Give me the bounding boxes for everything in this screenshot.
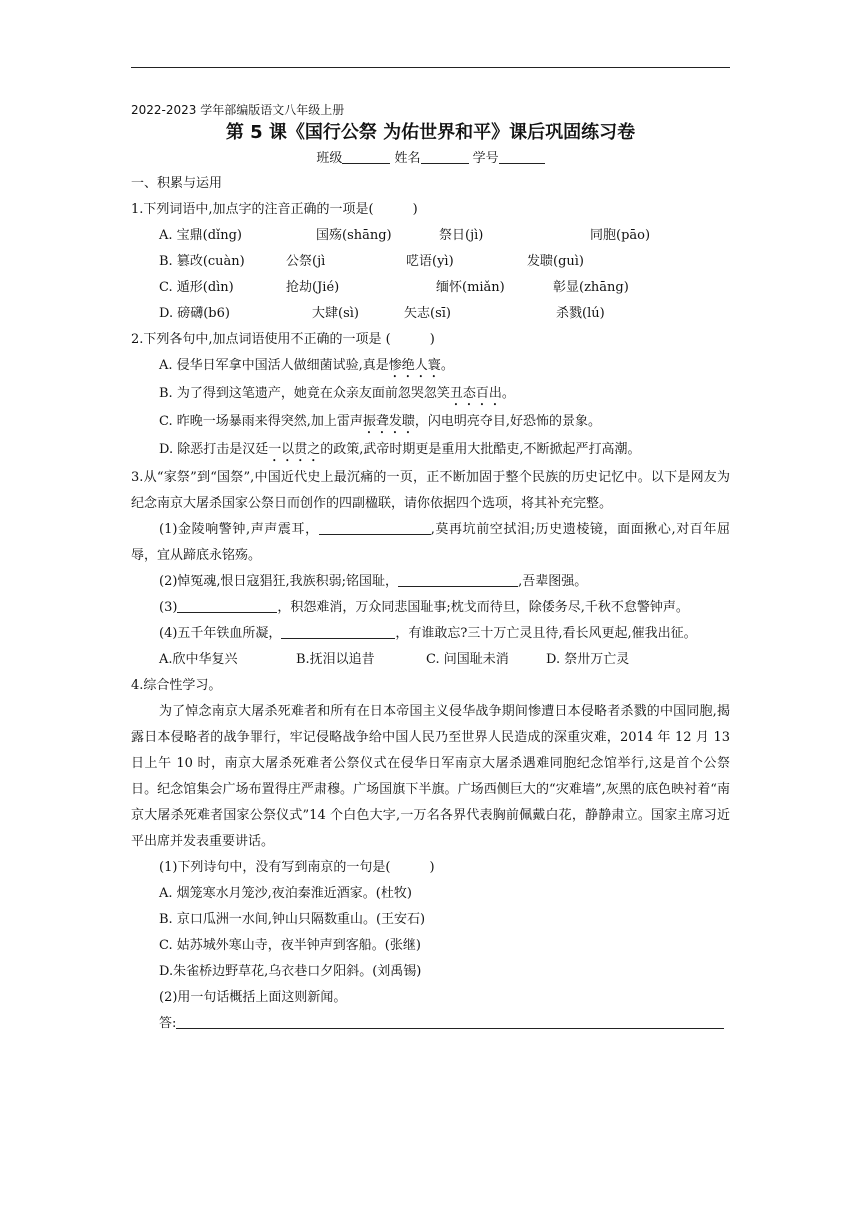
q4-poem-a: A. 烟笼寒水月笼沙,夜泊秦淮近酒家。(杜牧) xyxy=(159,886,412,901)
id-label: 学号 xyxy=(472,151,499,166)
q3-couplet-1: (1)金陵响警钟,声声震耳， ,莫再坑前空拭泪;历史遗棱镜，面面揪心,对百年屈辱，宜从蹄底永铭殇。 xyxy=(131,522,730,563)
question-1-stem: 1.下列词语中,加点字的注音正确的一项是( ) xyxy=(131,202,418,217)
q2-option-d: D. 除恶打击是汉廷一以贯之的政策,武帝时期更是重用大批酷吏,不断掀起严打高潮。 xyxy=(159,442,641,457)
q1-option-b: B. 篡改(cuàn) 公祭(jì 呓语(yì) 发聩(guì) xyxy=(159,254,584,269)
q1-option-d: D. 磅礴(b6) 大肆(sì) 矢志(sī) 杀戮(lú) xyxy=(159,306,605,321)
class-label: 班级 xyxy=(316,151,343,166)
q3-blank-3[interactable] xyxy=(177,598,277,613)
name-blank[interactable] xyxy=(421,149,469,164)
q4-poem-d: D.朱雀桥边野草花,乌衣巷口夕阳斜。(刘禹锡) xyxy=(159,964,422,979)
document-body xyxy=(131,101,730,1037)
header-rule xyxy=(131,67,730,68)
page-title: 第 5 课《国行公祭 为佑世界和平》课后巩固练习卷 xyxy=(225,122,636,143)
q4-sub-2: (2)用一句话概括上面这则新闻。 xyxy=(159,990,347,1005)
q1-option-c: C. 遁形(dìn) 抢劫(Jié) 缅怀(miǎn) 彰显(zhāng) xyxy=(159,280,629,295)
q3-options: A.欣中华复兴 B.抚泪以追昔 C. 问国耻未消 D. 祭卅万亡灵 xyxy=(159,652,630,667)
id-blank[interactable] xyxy=(499,149,545,164)
answer-label: 答: xyxy=(159,1016,177,1031)
q4-passage: 为了悼念南京大屠杀死难者和所有在日本帝国主义侵华战争期间惨遭日本侵略者杀戮的中国同胞,揭露日本侵略者的战争罪行，牢记侵略战争给中国人民乃至世界人民造成的深重灾难，2014 年 12 月 13 日上午 10 时，南京大屠杀死难者公祭仪式在侵华日军南京大屠杀遇难同胞纪念馆举行,这是首个公祭日。纪念馆集会广场布置得庄严肃穆。广场国旗下半旗。广场西侧巨大的“灾难墙”,灰黑的底色映衬着“南京大屠杀死难者国家公祭仪式”14 个白色大字,一万名各界代表胸前佩戴白花，静静肃立。国家主席习近平出席并发表重要讲话。 xyxy=(131,704,730,849)
grade-subtitle: 2022-2023 学年部编版语文八年级上册 xyxy=(131,103,345,117)
q4-poem-b: B. 京口瓜洲一水间,钟山只隔数重山。(王安石) xyxy=(159,912,426,927)
question-4-stem: 4.综合性学习。 xyxy=(131,678,222,693)
q1-option-a: A. 宝鼎(dǐng) 国殇(shāng) 祭日(jì) 同胞(pāo) xyxy=(159,228,651,243)
q3-couplet-3: (3) ，积怨难消，万众同悲国耻事;枕戈而待旦，除倭务尽,千秋不怠警钟声。 xyxy=(159,600,689,615)
section-heading: 一、积累与运用 xyxy=(131,176,223,191)
q3-couplet-4: (4)五千年铁血所凝， ，有谁敢忘?三十万亡灵且待,看长风更起,催我出征。 xyxy=(159,626,697,641)
q3-blank-4[interactable] xyxy=(281,624,395,639)
student-info xyxy=(131,147,730,171)
q3-couplet-2: (2)悼冤魂,恨日寇猖狂,我族积弱;铭国耻， ,吾辈图强。 xyxy=(159,574,588,589)
q3-blank-1[interactable] xyxy=(319,520,431,535)
question-2-stem: 2.下列各句中,加点词语使用不正确的一项是 ( ) xyxy=(131,332,435,347)
answer-row xyxy=(131,1011,730,1037)
q2-option-a: A. 侵华日军拿中国活人做细菌试验,真是惨绝人寰。 xyxy=(159,358,454,373)
name-label: 姓名 xyxy=(394,151,421,166)
question-3-stem: 3.从“家祭”到“国祭”,中国近代史上最沉痛的一页，正不断加固于整个民族的历史记忆中。以下是网友为纪念南京大屠杀国家公祭日而创作的四副楹联，请你依据四个选项，将其补充完整。 xyxy=(131,470,730,511)
q4-poem-c: C. 姑苏城外寒山寺，夜半钟声到客船。(张继) xyxy=(159,938,421,953)
q2-option-b: B. 为了得到这笔遗产，她竟在众亲友面前忽哭忽笑丑态百出。 xyxy=(159,386,515,401)
answer-blank[interactable] xyxy=(176,1014,724,1029)
q2-option-c: C. 昨晚一场暴雨来得突然,加上雷声振聋发聩，闪电明亮夺目,好恐怖的景象。 xyxy=(159,414,602,429)
q3-blank-2[interactable] xyxy=(398,572,518,587)
q4-sub-1: (1)下列诗句中，没有写到南京的一句是( ) xyxy=(159,860,435,875)
class-blank[interactable] xyxy=(342,149,390,164)
